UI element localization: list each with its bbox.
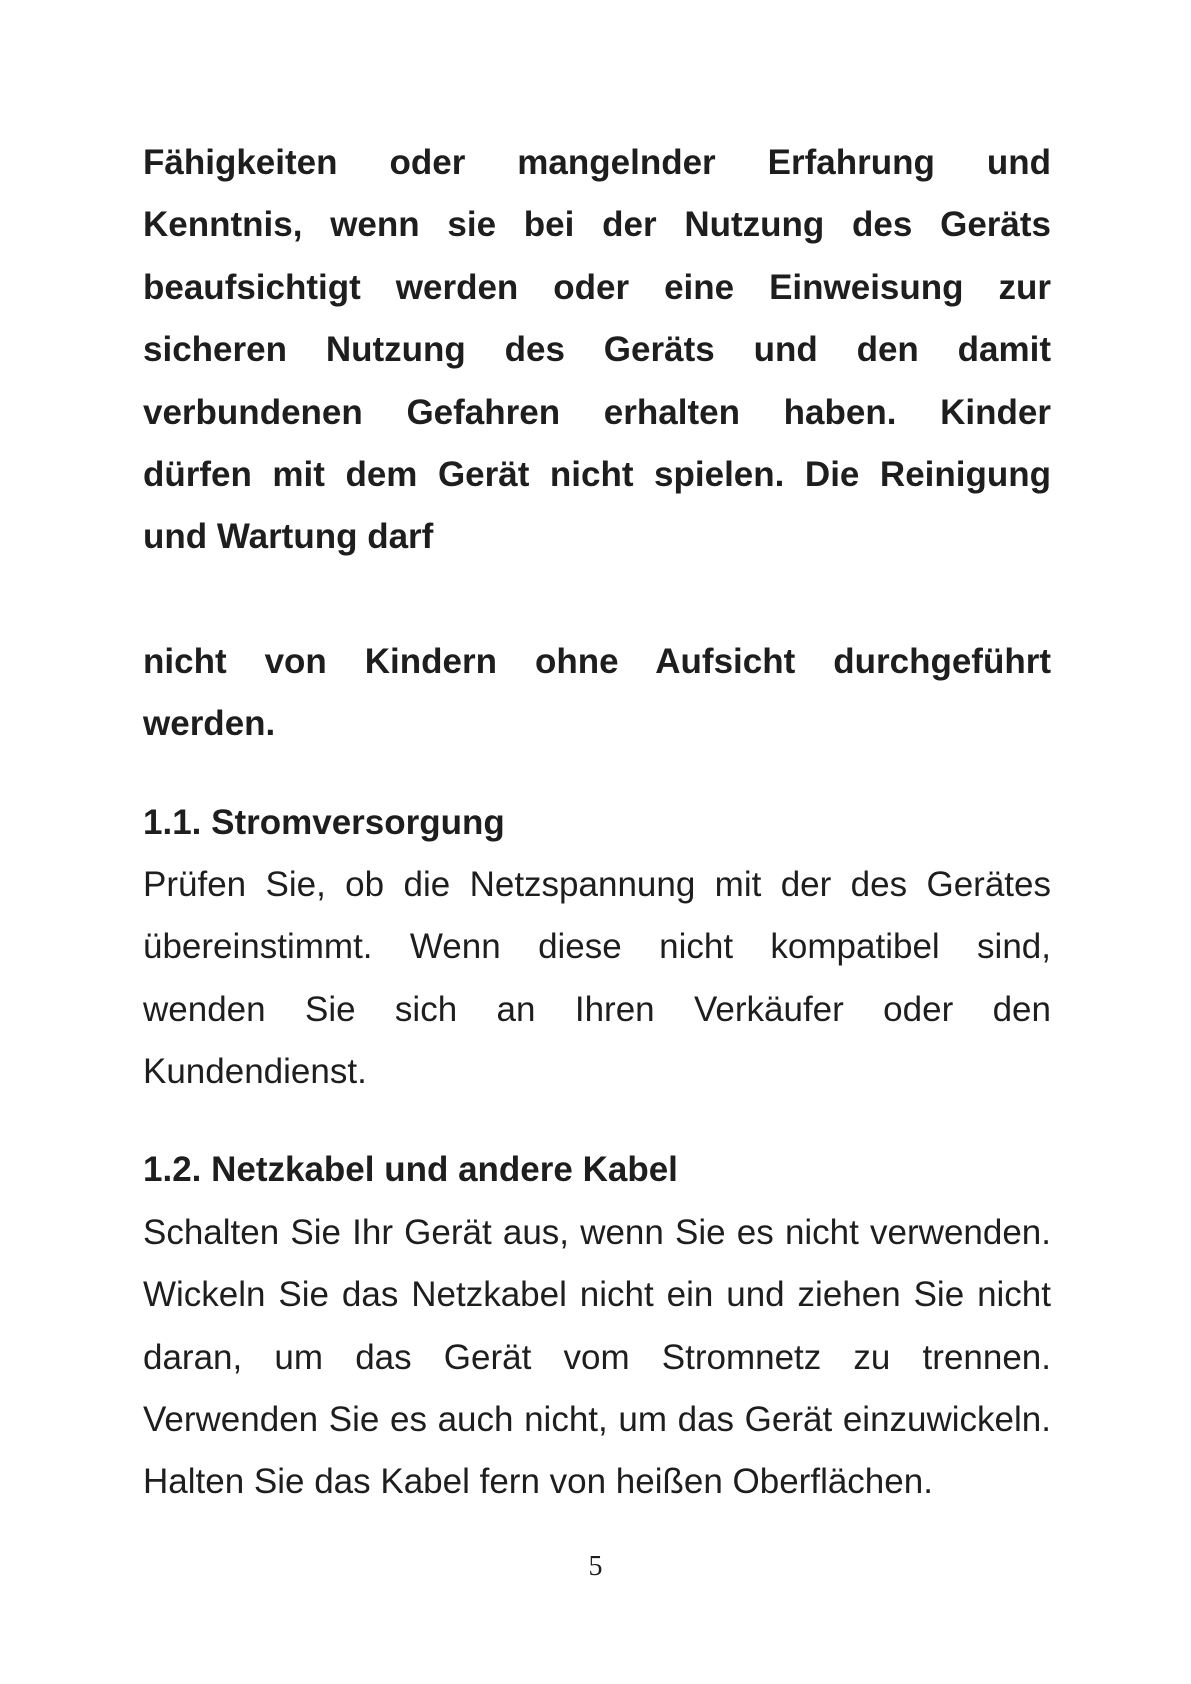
paragraph-line: Wickeln Sie das Netzkabel nicht ein und ziehen Sie nicht bbox=[143, 1275, 1051, 1315]
paragraph-line: nicht von Kindern ohne Aufsicht durchgeführt bbox=[143, 641, 1051, 681]
paragraph-line: und Wartung darf bbox=[143, 517, 434, 557]
paragraph-line: verbundenen Gefahren erhalten haben. Kinder bbox=[143, 392, 1051, 432]
paragraph-line: Fähigkeiten oder mangelnder Erfahrung und bbox=[143, 143, 1051, 182]
paragraph-line: Kenntnis, wenn sie bei der Nutzung des Geräts bbox=[143, 205, 1051, 245]
paragraph-line: Prüfen Sie, ob die Netzspannung mit der des Gerätes bbox=[143, 864, 1051, 904]
section-spacer bbox=[143, 1103, 1051, 1139]
paragraph-line: sicheren Nutzung des Geräts und den damit bbox=[143, 330, 1051, 370]
paragraph-line: werden. bbox=[143, 704, 276, 744]
warning-paragraph bbox=[143, 132, 1051, 569]
page-number: 5 bbox=[588, 1551, 603, 1582]
section-spacer bbox=[143, 756, 1051, 792]
paragraph-spacer bbox=[143, 569, 1051, 631]
section-heading: 1.2. Netzkabel und andere Kabel bbox=[143, 1150, 678, 1190]
paragraph-line: übereinstimmt. Wenn diese nicht kompatibel sind, bbox=[143, 927, 1051, 967]
paragraph-line: daran, um das Gerät vom Stromnetz zu trennen. bbox=[143, 1337, 1051, 1377]
document-page bbox=[143, 132, 1051, 1514]
paragraph-line: dürfen mit dem Gerät nicht spielen. Die Reinigung bbox=[143, 454, 1051, 494]
section-stromversorgung bbox=[143, 792, 1051, 1104]
paragraph-line: Verwenden Sie es auch nicht, um das Gerät einzuwickeln. bbox=[143, 1400, 1051, 1440]
paragraph-line: Kundendienst. bbox=[143, 1052, 367, 1092]
continued-paragraph bbox=[143, 631, 1051, 756]
paragraph-line: beaufsichtigt werden oder eine Einweisung zur bbox=[143, 267, 1051, 307]
paragraph-line: wenden Sie sich an Ihren Verkäufer oder den bbox=[143, 989, 1051, 1029]
section-netzkabel bbox=[143, 1139, 1051, 1513]
paragraph-line: Halten Sie das Kabel fern von heißen Oberflächen. bbox=[143, 1462, 933, 1502]
section-heading: 1.1. Stromversorgung bbox=[143, 802, 505, 842]
paragraph-line: Schalten Sie Ihr Gerät aus, wenn Sie es nicht verwenden. bbox=[143, 1212, 1051, 1252]
